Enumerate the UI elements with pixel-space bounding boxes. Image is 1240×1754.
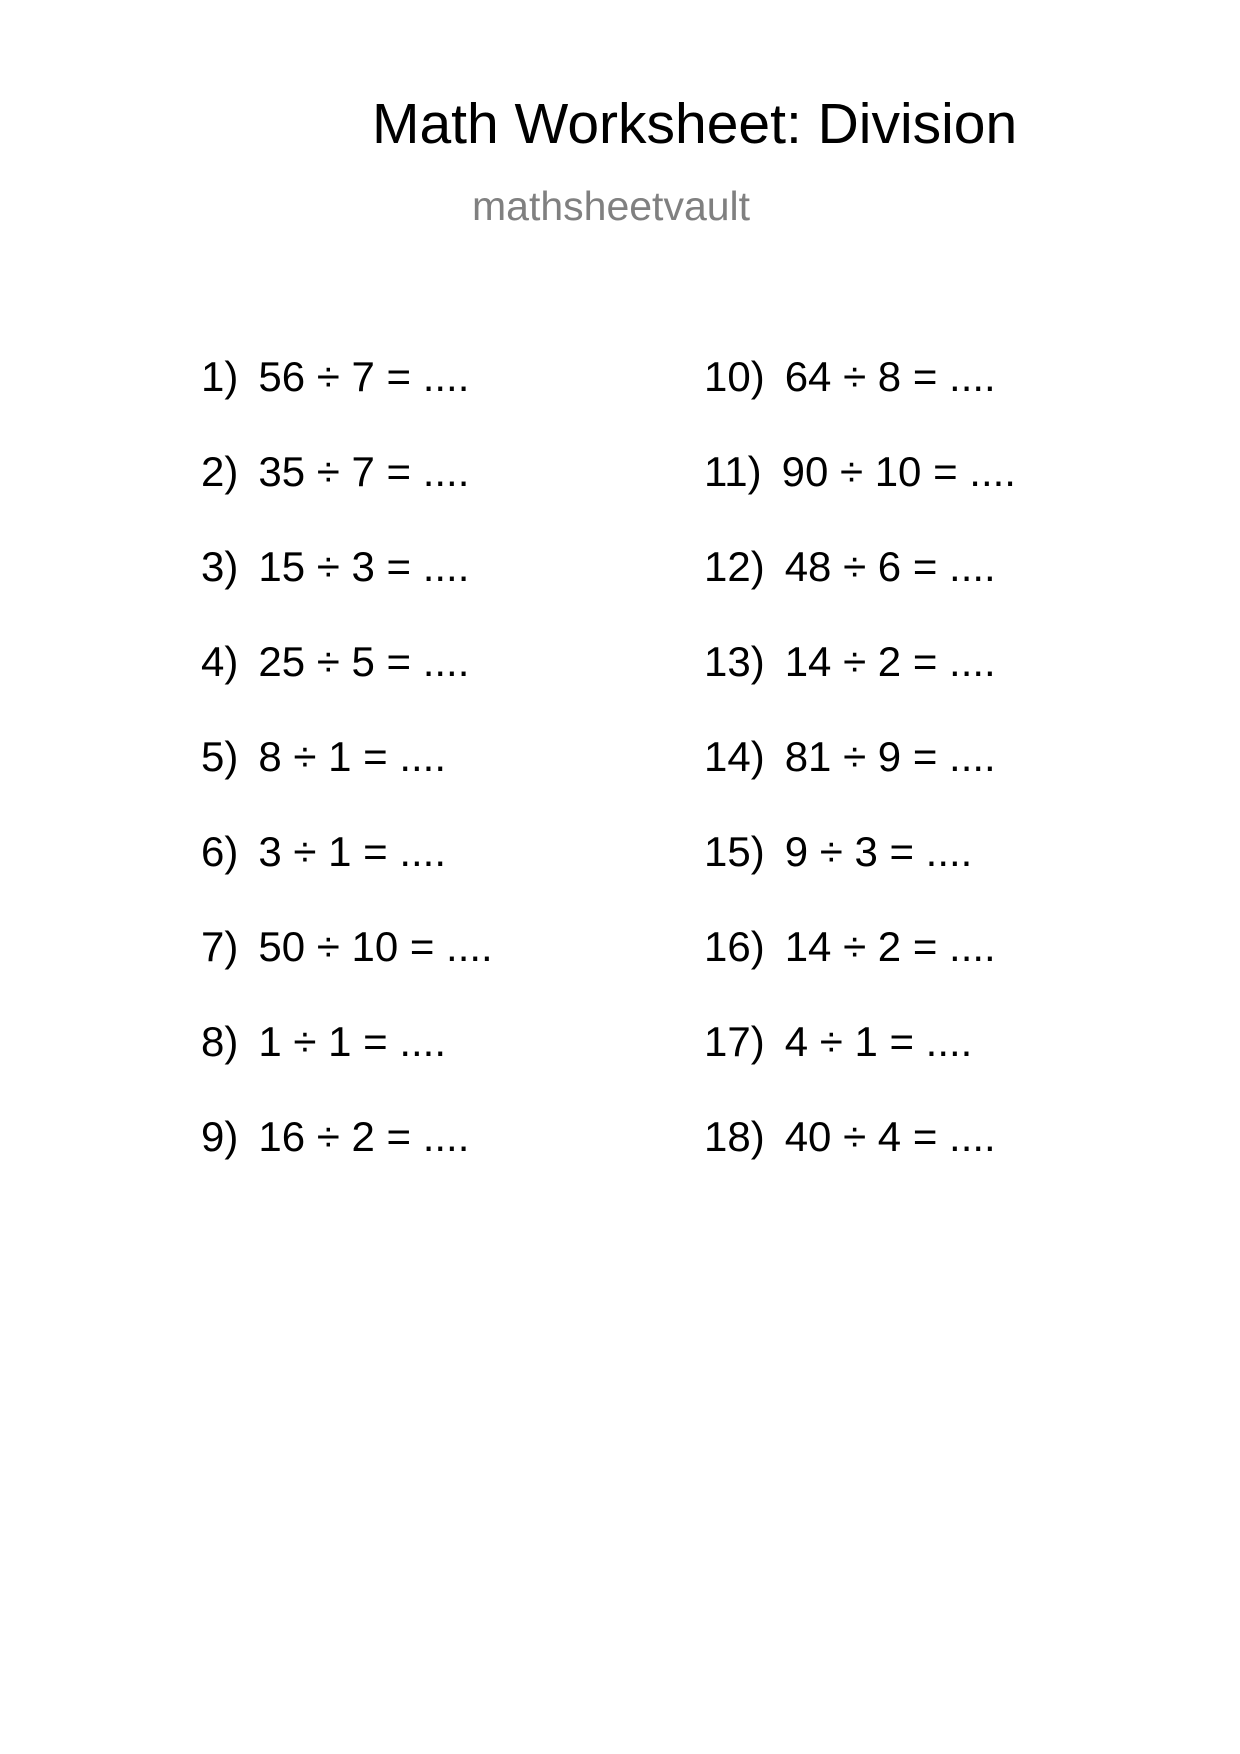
problem-17 [704,1018,972,1066]
problem-15 [704,828,972,876]
problem-number: 5) [201,733,239,780]
problem-expression: 1 ÷ 1 = .... [258,1018,447,1065]
problem-number: 14) [704,733,765,780]
problem-expression: 40 ÷ 4 = .... [784,1113,996,1160]
problem-1 [201,353,469,401]
problem-7 [201,923,493,971]
problem-expression: 64 ÷ 8 = .... [784,353,996,400]
problem-18 [704,1113,996,1161]
problem-number: 17) [704,1018,765,1065]
problem-number: 11) [704,448,762,495]
problem-number: 18) [704,1113,765,1160]
problem-14 [704,733,996,781]
problem-expression: 9 ÷ 3 = .... [784,828,973,875]
problem-5 [201,733,446,781]
problem-9 [201,1113,469,1161]
problem-expression: 35 ÷ 7 = .... [258,448,470,495]
problem-number: 7) [201,923,239,970]
problem-number: 2) [201,448,239,495]
problem-11 [704,448,1016,496]
problem-expression: 4 ÷ 1 = .... [784,1018,973,1065]
problem-expression: 56 ÷ 7 = .... [258,353,470,400]
problem-2 [201,448,469,496]
problem-expression: 3 ÷ 1 = .... [258,828,447,875]
problem-number: 6) [201,828,239,875]
problem-4 [201,638,469,686]
problem-number: 12) [704,543,765,590]
problem-expression: 16 ÷ 2 = .... [258,1113,470,1160]
problem-expression: 25 ÷ 5 = .... [258,638,470,685]
problem-8 [201,1018,446,1066]
problem-number: 1) [201,353,239,400]
problem-expression: 48 ÷ 6 = .... [784,543,996,590]
problem-expression: 81 ÷ 9 = .... [784,733,996,780]
problem-16 [704,923,996,971]
problem-number: 13) [704,638,765,685]
problem-number: 15) [704,828,765,875]
problem-expression: 50 ÷ 10 = .... [258,923,493,970]
problem-expression: 15 ÷ 3 = .... [258,543,470,590]
problem-expression: 14 ÷ 2 = .... [784,638,996,685]
problem-expression: 14 ÷ 2 = .... [784,923,996,970]
problem-13 [704,638,996,686]
problem-number: 10) [704,353,765,400]
problem-number: 4) [201,638,239,685]
problem-expression: 8 ÷ 1 = .... [258,733,447,780]
problem-expression: 90 ÷ 10 = .... [781,448,1016,495]
problem-12 [704,543,996,591]
problem-6 [201,828,446,876]
problem-number: 16) [704,923,765,970]
worksheet-subtitle: mathsheetvault [472,183,751,229]
problem-10 [704,353,996,401]
worksheet-title: Math Worksheet: Division [372,92,1018,156]
problem-number: 8) [201,1018,239,1065]
problem-number: 3) [201,543,239,590]
problem-3 [201,543,469,591]
problem-number: 9) [201,1113,239,1160]
